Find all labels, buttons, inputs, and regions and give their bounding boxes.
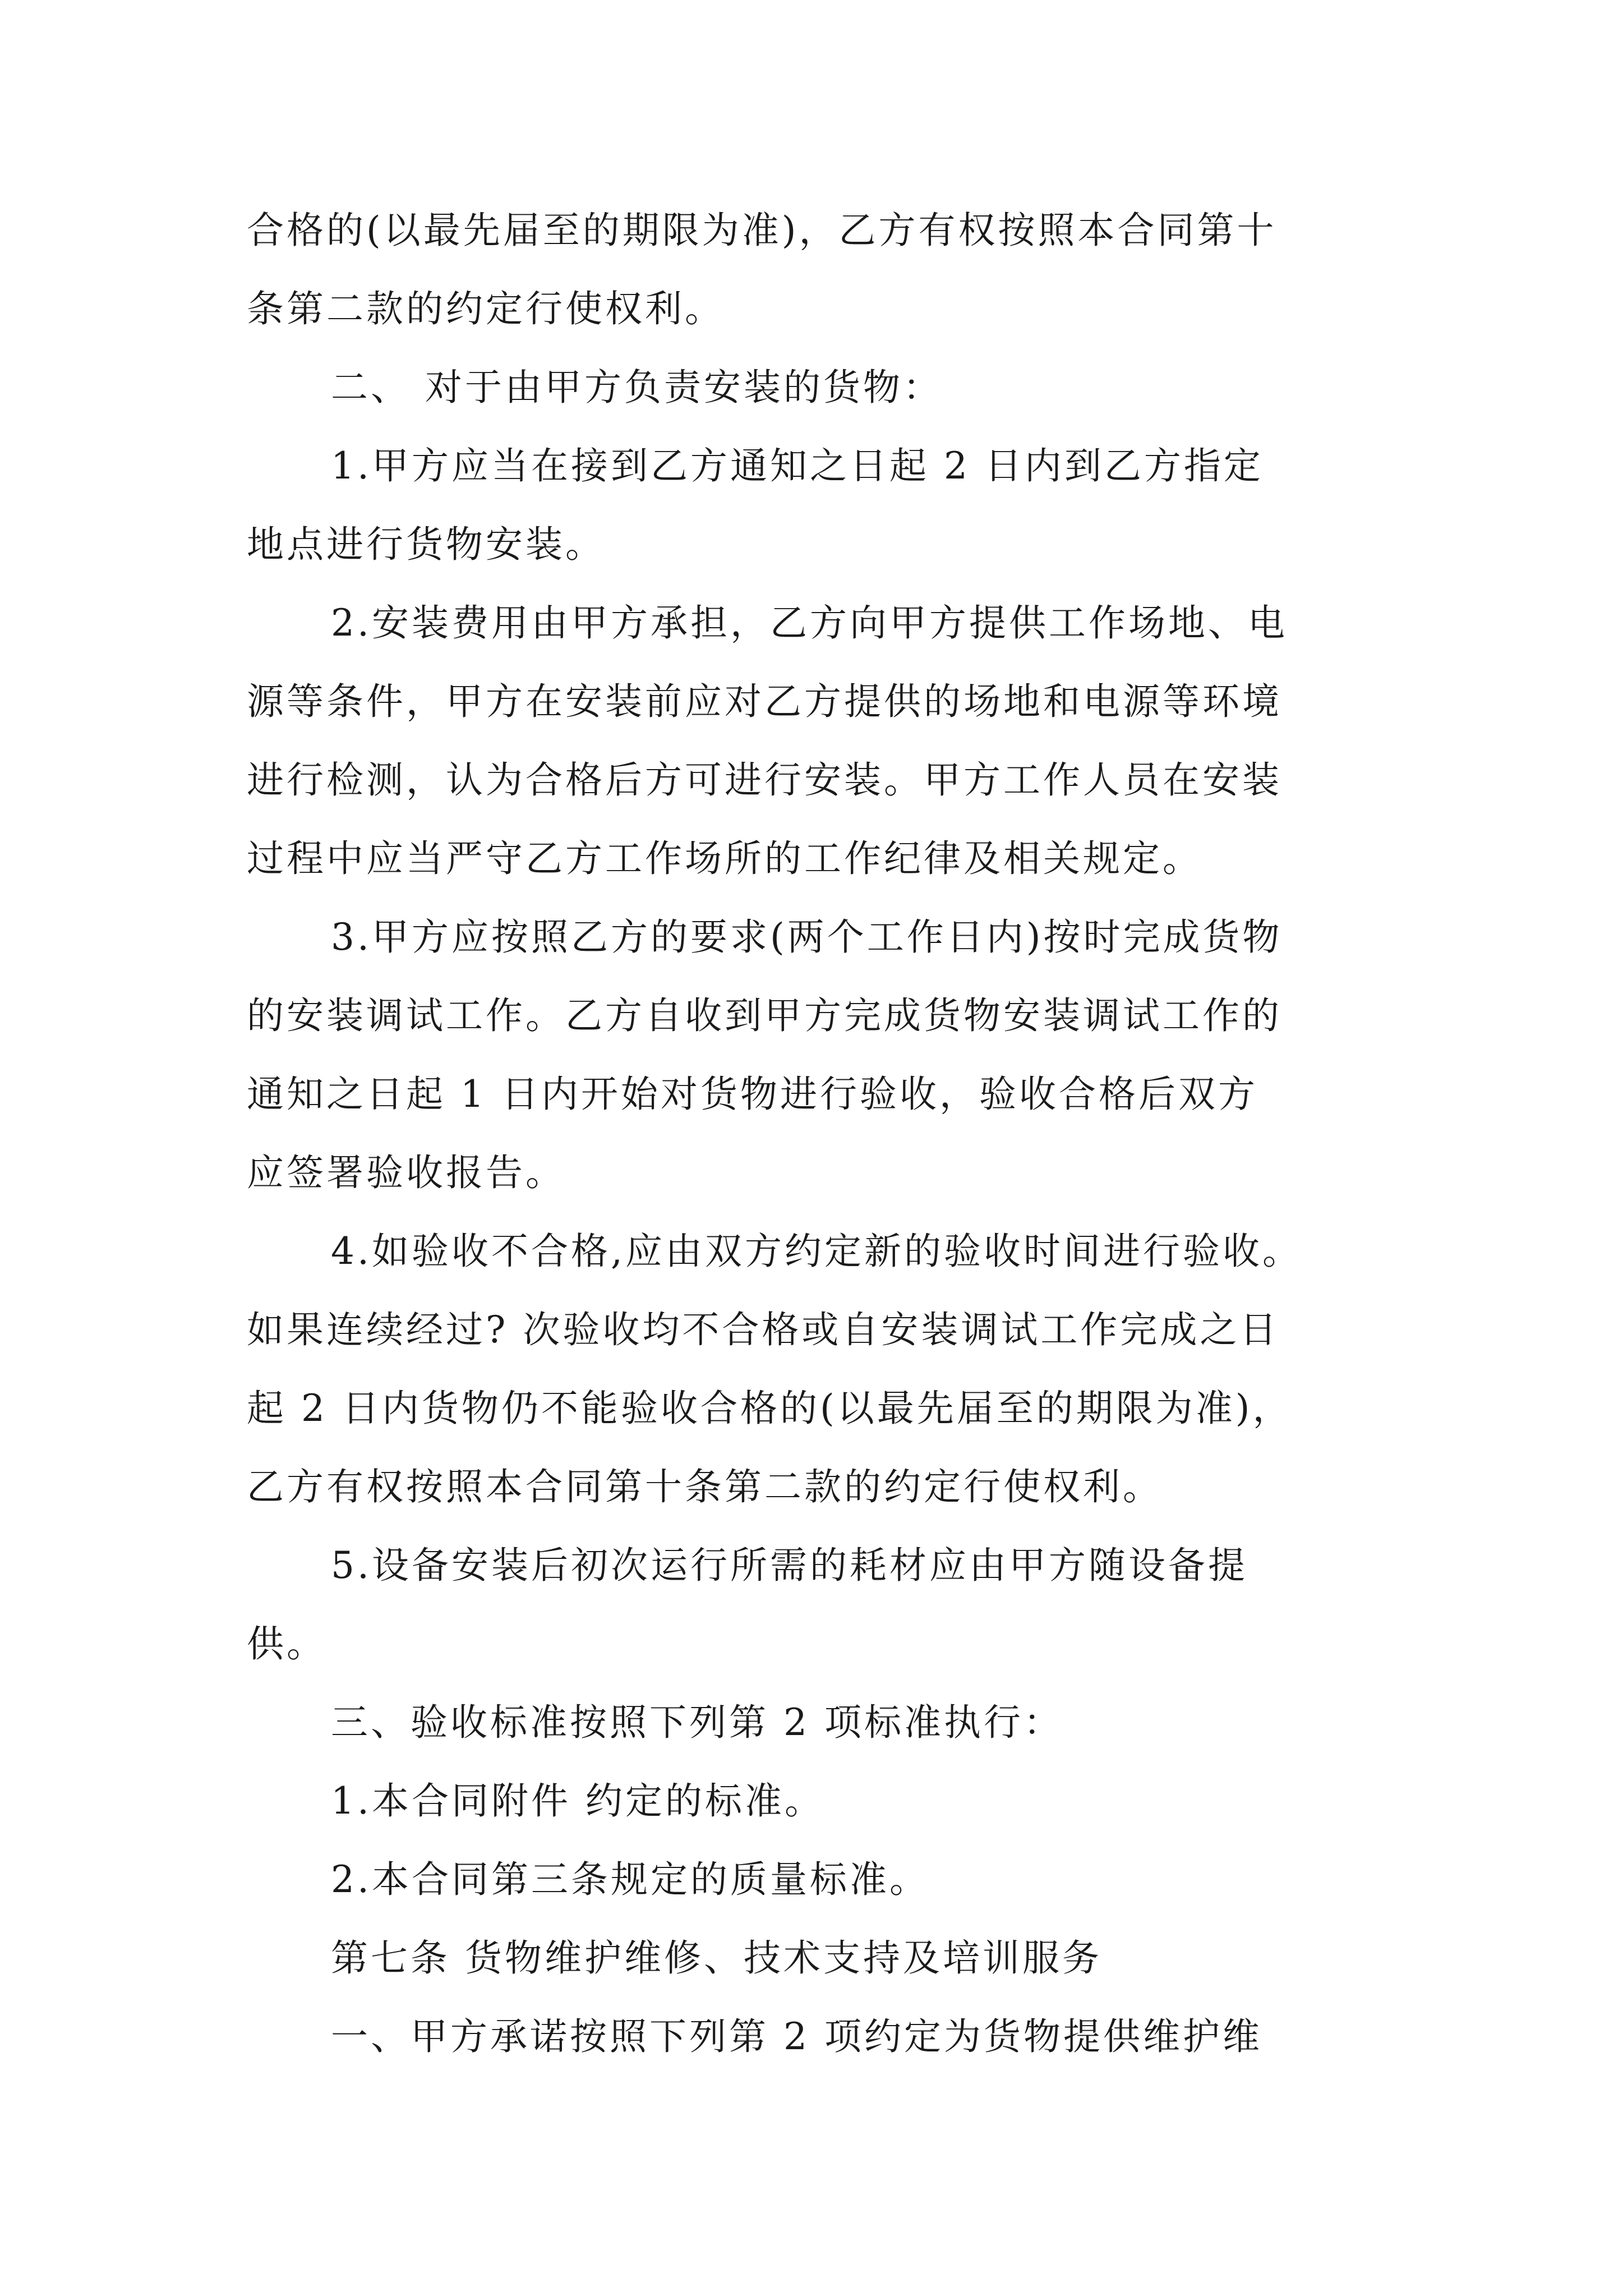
- text-line: 起 2 日内货物仍不能验收合格的(以最先届至的期限为准)，: [247, 1387, 1293, 1430]
- text-line: 三、验收标准按照下列第 2 项标准执行：: [331, 1701, 1063, 1744]
- section-heading: 第七条 货物维护维修、技术支持及培训服务: [331, 1936, 1102, 1980]
- text-line: 通知之日起 1 日内开始对货物进行验收，验收合格后双方: [247, 1073, 1258, 1116]
- text-line: 4.如验收不合格,应由双方约定新的验收时间进行验收。: [331, 1230, 1302, 1273]
- text-line: 3.甲方应按照乙方的要求(两个工作日内)按时完成货物: [331, 915, 1283, 959]
- text-line: 2.本合同第三条规定的质量标准。: [331, 1858, 929, 1901]
- text-line: 如果连续经过? 次验收均不合格或自安装调试工作完成之日: [247, 1308, 1280, 1351]
- text-line: 应签署验收报告。: [247, 1151, 565, 1194]
- text-line: 2.安装费用由甲方承担，乙方向甲方提供工作场地、电: [331, 601, 1288, 645]
- text-line: 进行检测，认为合格后方可进行安装。甲方工作人员在安装: [247, 758, 1282, 802]
- text-line: 源等条件，甲方在安装前应对乙方提供的场地和电源等环境: [247, 680, 1282, 723]
- text-line: 过程中应当严守乙方工作场所的工作纪律及相关规定。: [247, 837, 1202, 880]
- text-line: 一、甲方承诺按照下列第 2 项约定为货物提供维护维: [331, 2015, 1262, 2058]
- text-line: 1.甲方应当在接到乙方通知之日起 2 日内到乙方指定: [331, 444, 1264, 487]
- text-line: 合格的(以最先届至的期限为准)，乙方有权按照本合同第十: [247, 209, 1277, 252]
- text-line: 条第二款的约定行使权利。: [247, 287, 725, 330]
- text-line: 1.本合同附件 约定的标准。: [331, 1779, 824, 1823]
- text-line: 二、 对于由甲方负责安装的货物：: [331, 366, 943, 409]
- text-line: 地点进行货物安装。: [247, 523, 605, 566]
- text-line: 供。: [247, 1622, 326, 1665]
- text-line: 的安装调试工作。乙方自收到甲方完成货物安装调试工作的: [247, 994, 1282, 1037]
- text-line: 5.设备安装后初次运行所需的耗材应由甲方随设备提: [331, 1544, 1248, 1587]
- text-line: 乙方有权按照本合同第十条第二款的约定行使权利。: [247, 1465, 1163, 1508]
